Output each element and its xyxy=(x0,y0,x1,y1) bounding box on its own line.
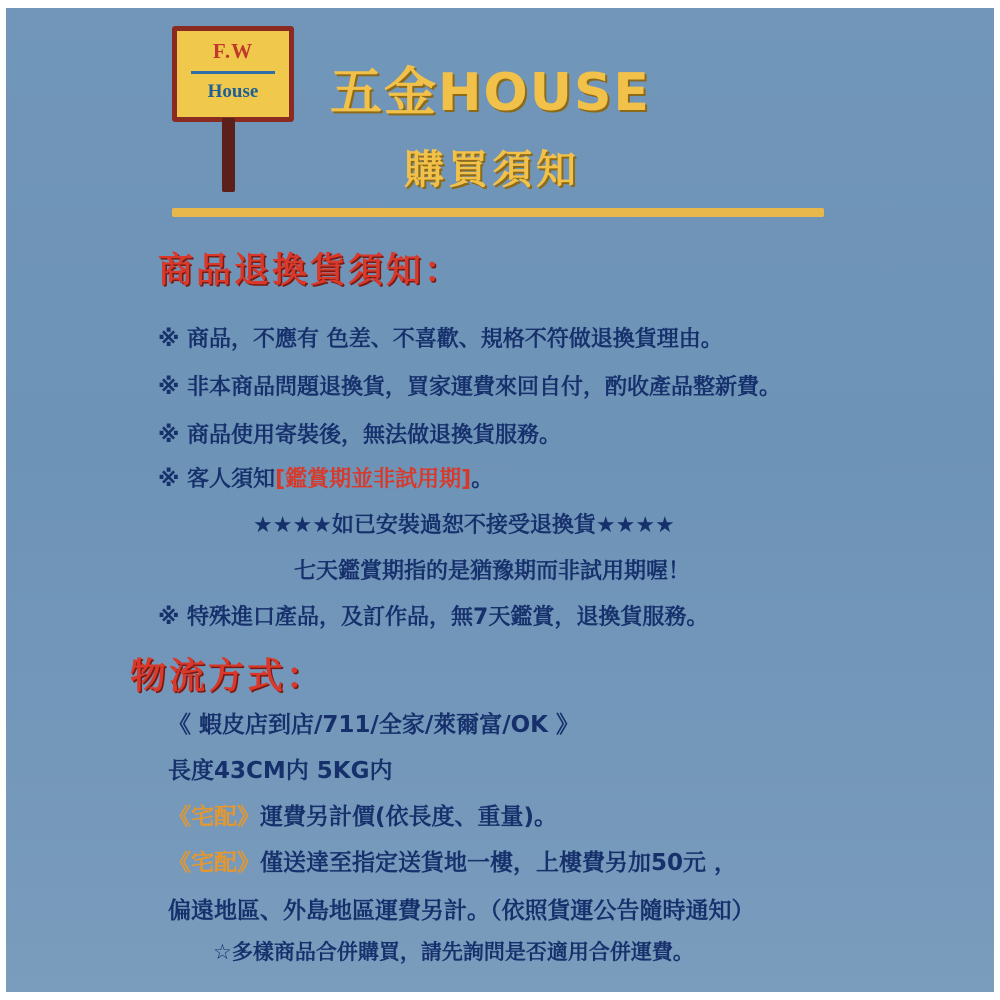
shop-logo xyxy=(172,26,302,196)
logistics-item-4: 偏遠地區、外島地區運費另計。（依照貨運公告隨時通知） xyxy=(168,898,755,924)
section-title-returns: 商品退換貨須知： xyxy=(158,251,463,291)
returns-item-5: 七天鑑賞期指的是猶豫期而非試用期喔！ xyxy=(294,559,691,584)
logistics-item-2-text: 運費另計價(依長度、重量)。 xyxy=(260,804,558,830)
page-title: 五金HOUSE xyxy=(330,63,651,123)
page-border-bottom xyxy=(0,992,1000,1000)
logo-text-house: House xyxy=(207,81,259,102)
returns-item-6: ※ 特殊進口產品，及訂作品，無7天鑑賞，退換貨服務。 xyxy=(158,605,709,630)
page-border-top xyxy=(0,0,1000,8)
header-divider xyxy=(172,208,824,217)
returns-item-3 xyxy=(158,462,493,493)
logistics-item-3-text: 僅送達至指定送貨地一樓，上樓費另加50元 ， xyxy=(260,850,738,876)
logistics-item-2 xyxy=(168,798,557,831)
logistics-item-0: 《 蝦皮店到店/711/全家/萊爾富/OK 》 xyxy=(168,712,580,738)
returns-item-0: ※ 商品，不應有 色差、不喜歡、規格不符做退換貨理由。 xyxy=(158,327,723,352)
home-delivery-tag-2: 《宅配》 xyxy=(168,850,260,876)
logistics-item-1: 長度43CM内 5KG内 xyxy=(168,758,393,784)
returns-item-3-text: ※ 客人須知 xyxy=(158,467,276,492)
logo-signboard xyxy=(172,26,294,122)
logistics-item-5: ☆多樣商品合併購買，請先詢問是否適用合併運費。 xyxy=(213,940,694,964)
returns-item-3-highlight: [鑑賞期並非試用期] xyxy=(275,467,472,492)
returns-item-3-punct: 。 xyxy=(471,467,494,492)
home-delivery-tag-1: 《宅配》 xyxy=(168,804,260,830)
header xyxy=(0,14,1000,204)
returns-item-4: ★★★★如已安裝過恕不接受退換貨★★★★ xyxy=(253,513,675,538)
logistics-item-3 xyxy=(168,844,737,877)
returns-item-1: ※ 非本商品問題退換貨，買家運費來回自付，酌收產品整新費。 xyxy=(158,375,782,400)
section-title-logistics: 物流方式： xyxy=(130,656,326,697)
returns-item-2: ※ 商品使用寄裝後，無法做退換貨服務。 xyxy=(158,423,562,448)
logo-divider xyxy=(191,71,275,74)
logo-text-fw: F.W xyxy=(212,39,254,63)
page-subtitle: 購買須知 xyxy=(404,147,580,193)
logo-signpost-icon xyxy=(222,118,235,192)
